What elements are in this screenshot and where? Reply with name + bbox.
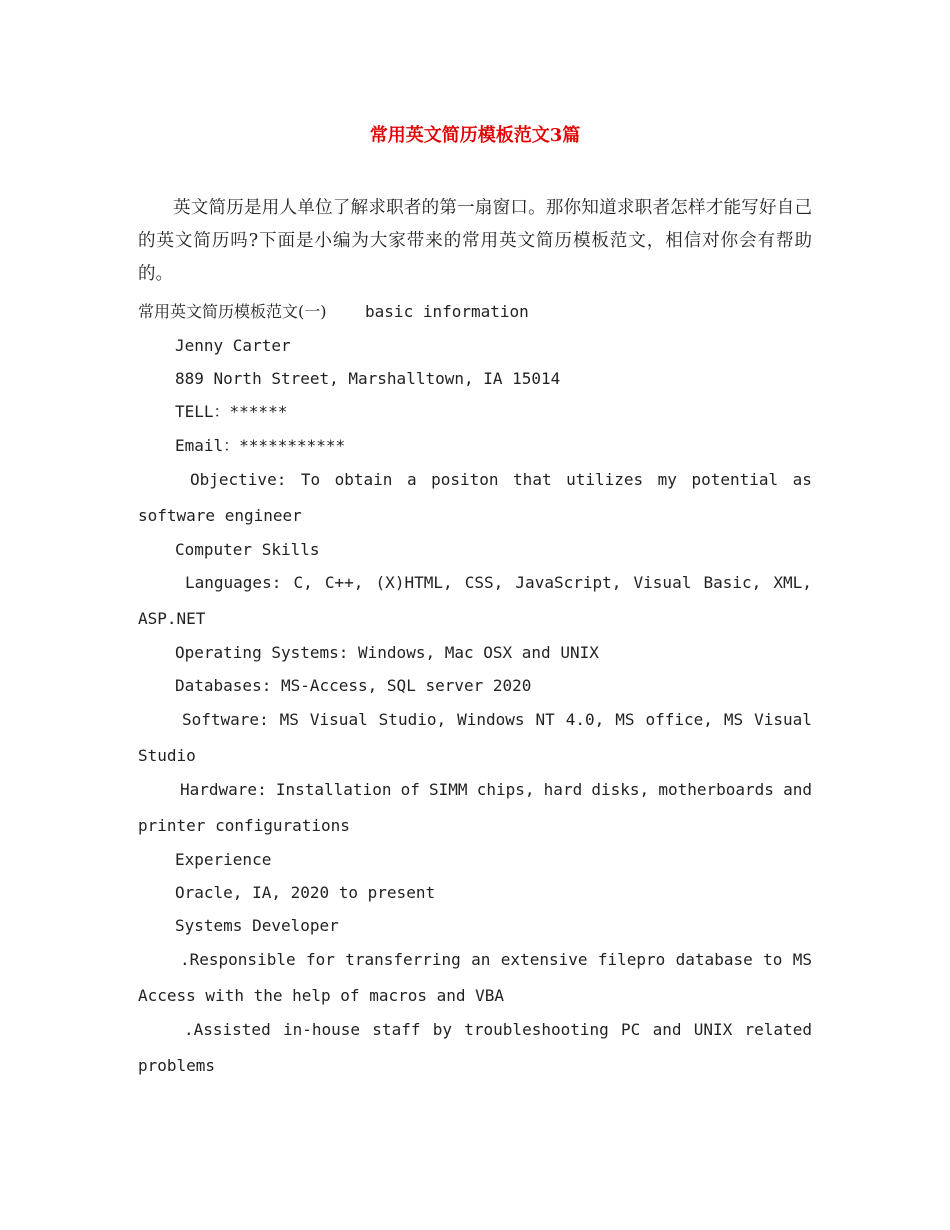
software-line-1-word: Windows	[457, 710, 525, 729]
duty-1-line-1-word: filepro	[597, 950, 666, 969]
objective-line-1-word: obtain	[334, 470, 393, 489]
duty-1-line-1-word: MS	[792, 950, 812, 969]
computer-skills-heading: Computer Skills	[175, 540, 320, 559]
duty-1-line-1-word: transferring	[345, 950, 461, 969]
section-heading: 常用英文简历模板范文(一)	[138, 302, 327, 321]
duty-2-line-1-word: troubleshooting	[464, 1020, 609, 1039]
experience-heading: Experience	[175, 850, 272, 869]
duty-1-line-1-word: an	[471, 950, 491, 969]
languages-line-1-word: (X)HTML,	[375, 573, 453, 592]
software-line-1-word: Visual	[309, 710, 368, 729]
intro-paragraph: 英文简历是用人单位了解求职者的第一扇窗口。那你知道求职者怎样才能写好自己的英文简历吗?下面是小编为大家带来的常用英文简历模板范文，相信对你会有帮助的。	[138, 198, 812, 284]
hardware-line-1-word: SIMM	[429, 780, 468, 799]
languages-line-1-word: C++,	[324, 573, 364, 592]
software-line-1-word: Software:	[182, 710, 269, 729]
languages-line-1-word: C,	[293, 573, 313, 592]
objective-line-1-word: as	[792, 470, 812, 489]
objective-line-1-word: positon	[431, 470, 499, 489]
languages-line-1-word: Basic,	[703, 573, 762, 592]
languages-line-1-word: JavaScript,	[515, 573, 622, 592]
software-line-1-word: NT	[535, 710, 555, 729]
duty-1-line-1-word: to	[763, 950, 783, 969]
resume-header-line	[138, 300, 529, 324]
languages-line-1-word: Languages:	[185, 573, 282, 592]
duty-1-line-1-word: for	[305, 950, 335, 969]
databases: Databases: MS-Access, SQL server 2020	[175, 676, 532, 695]
hardware-line-1-word: and	[783, 780, 812, 799]
software-line-1-word: MS	[723, 710, 744, 729]
languages-line-2: ASP.NET	[138, 609, 206, 628]
hardware-line-1-word: of	[400, 780, 420, 799]
objective-line-1-word: Objective:	[190, 470, 287, 489]
objective-line-1	[138, 468, 812, 492]
hardware-line-1-word: Installation	[275, 780, 392, 799]
duty-2-line-1	[138, 1018, 812, 1042]
duty-2-line-1-word: UNIX	[693, 1020, 733, 1039]
hardware-line-1	[138, 778, 812, 802]
hardware-line-1-word: disks,	[591, 780, 650, 799]
duty-1-line-1-word: extensive	[500, 950, 588, 969]
candidate-name: Jenny Carter	[175, 336, 291, 355]
languages-line-1-word: CSS,	[464, 573, 504, 592]
objective-line-1-word: a	[406, 470, 417, 489]
document-title: 常用英文简历模板范文3篇	[369, 125, 581, 146]
hardware-line-1-word: chips,	[476, 780, 535, 799]
hardware-line-1-word: hard	[543, 780, 583, 799]
software-line-1-word: 4.0,	[565, 710, 605, 729]
software-line-2: Studio	[138, 746, 196, 765]
hardware-line-2: printer configurations	[138, 816, 350, 835]
hardware-line-1-word: Hardware:	[180, 780, 267, 799]
objective-line-1-word: utilizes	[566, 470, 644, 489]
languages-line-1-word: XML,	[773, 573, 812, 592]
basic-info-label: basic information	[365, 302, 529, 321]
objective-line-1-word: potential	[691, 470, 779, 489]
objective-line-1-word: that	[513, 470, 552, 489]
objective-line-1-word: my	[657, 470, 677, 489]
duty-2-line-1-word: and	[652, 1020, 682, 1039]
hardware-line-1-word: motherboards	[658, 780, 774, 799]
languages-line-1-word: Visual	[633, 573, 692, 592]
duty-2-line-1-word: related	[744, 1020, 812, 1039]
software-line-1	[138, 708, 812, 732]
duty-1-line-2: Access with the help of macros and VBA	[138, 986, 505, 1005]
candidate-email: Email：***********	[175, 436, 346, 455]
software-line-1-word: MS	[615, 710, 635, 729]
candidate-phone: TELL：******	[175, 402, 288, 421]
duty-2-line-1-word: staff	[372, 1020, 421, 1039]
duty-2-line-1-word: PC	[621, 1020, 641, 1039]
duty-1-line-1	[138, 948, 812, 972]
software-line-1-word: office,	[645, 710, 713, 729]
objective-line-1-word: To	[300, 470, 321, 489]
candidate-address: 889 North Street, Marshalltown, IA 15014	[175, 369, 561, 388]
languages-line-1	[138, 571, 812, 595]
duty-2-line-1-word: in-house	[282, 1020, 361, 1039]
duty-2-line-1-word: by	[432, 1020, 452, 1039]
employer: Oracle, IA, 2020 to present	[175, 883, 436, 902]
duty-2-line-1-word: .Assisted	[184, 1020, 271, 1039]
job-title: Systems Developer	[175, 916, 339, 935]
duty-1-line-1-word: .Responsible	[180, 950, 296, 969]
duty-2-line-2: problems	[138, 1056, 216, 1075]
duty-1-line-1-word: database	[675, 950, 753, 969]
software-line-1-word: MS	[279, 710, 299, 729]
operating-systems: Operating Systems: Windows, Mac OSX and UNIX	[175, 643, 599, 662]
software-line-1-word: Studio,	[378, 710, 447, 729]
software-line-1-word: Visual	[754, 710, 812, 729]
objective-line-2: software engineer	[138, 506, 302, 525]
